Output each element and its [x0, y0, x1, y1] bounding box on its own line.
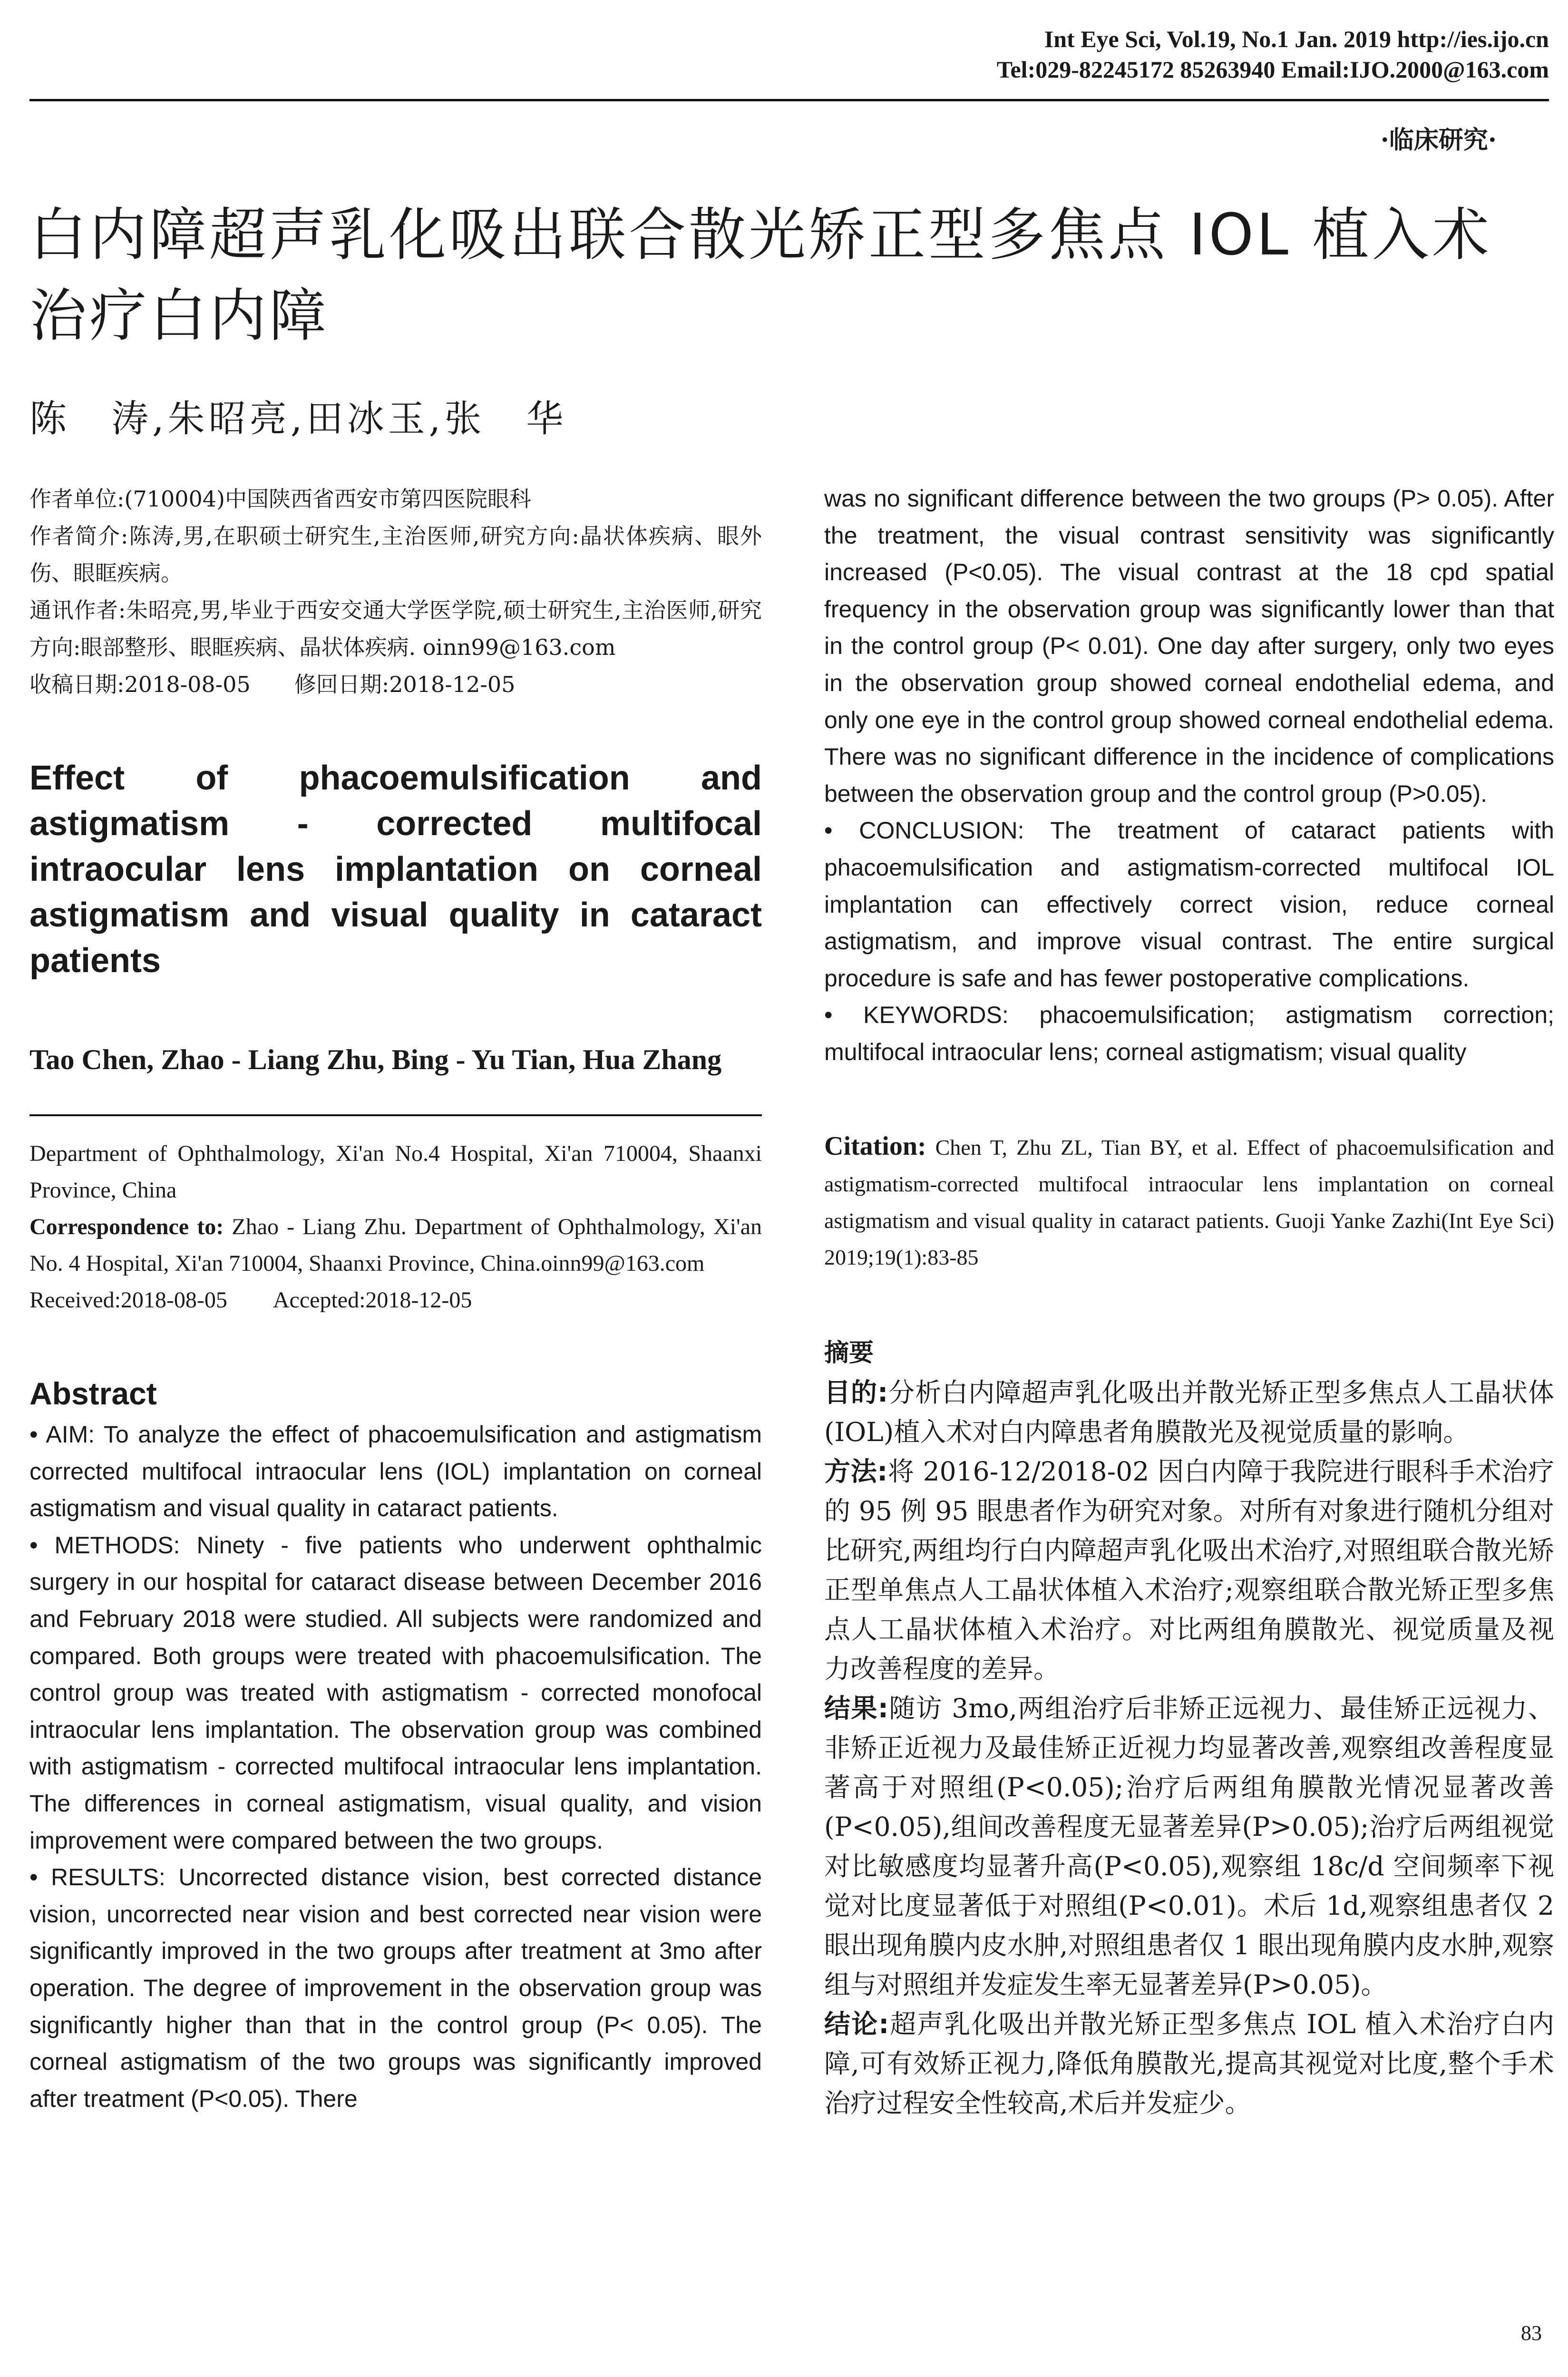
english-authors: Tao Chen, Zhao - Liang Zhu, Bing - Yu Tian, Hua Zhang: [29, 1044, 722, 1075]
cn-conclusion-text: 超声乳化吸出并散光矫正型多焦点 IOL 植入术治疗白内障,可有效矫正视力,降低角膜散光,提高其视觉对比度,整个手术治疗过程安全性较高,术后并发症少。: [824, 2008, 1554, 2118]
page-number: 83: [1521, 2321, 1542, 2345]
right-column: [824, 480, 1554, 2123]
cn-abstract-methods: [824, 1452, 1554, 1689]
abstract-results-continued: was no significant difference between the two groups (P> 0.05). After the treatment, the visual contrast sensitivity was significantly increased (P<0.05). The visual contrast at the 18 cpd spatial frequency in the observation group was significantly lower than that in the control group (P< 0.01). One day after surgery, only two eyes in the observation group showed corneal endothelial edema, and only one eye in the control group showed corneal endothelial edema. There was no significant difference in the incidence of complications between the observation group and the control group (P>0.05).: [824, 485, 1554, 807]
abstract-heading: Abstract: [29, 1376, 157, 1411]
section-label: ·临床研究·: [1380, 126, 1497, 155]
author-bio: 作者简介:陈涛,男,在职硕士研究生,主治医师,研究方向:晶状体疾病、眼外伤、眼眶疾病。: [29, 523, 762, 586]
correspondence-text: Zhao - Liang Zhu. Department of Ophthalmology, Xi'an No. 4 Hospital, Xi'an 710004, Shaanxi Province, China.oinn99@163.com: [29, 1214, 762, 1276]
abstract-keywords: • KEYWORDS: phacoemulsification; astigmatism correction; multifocal intraocular lens; corneal astigmatism; visual quality: [824, 1002, 1554, 1065]
cn-abstract-aim: [824, 1373, 1554, 1452]
received-accepted: Received:2018-08-05 Accepted:2018-12-05: [29, 1287, 472, 1313]
english-affiliation: [29, 1135, 762, 1318]
abstract-results: • RESULTS: Uncorrected distance vision, best corrected distance vision, uncorrected near vision and best corrected near vision were significantly improved in the two groups after treatment at 3mo after operation. The degree of improvement in the observation group was significantly higher than that in the control group (P< 0.05). The corneal astigmatism of the two groups was significantly improved after treatment (P<0.05). There: [29, 1864, 762, 2112]
department: Department of Ophthalmology, Xi'an No.4 Hospital, Xi'an 710004, Shaanxi Province, China: [29, 1141, 762, 1203]
chinese-affiliation: [29, 480, 762, 703]
journal-contact-line: Tel:029-82245172 85263940 Email:IJO.2000@163.com: [996, 56, 1549, 83]
english-title: Effect of phacoemulsification and astigmatism - corrected multifocal intraocular lens implantation on corneal astigmatism and visual quality in cataract patients: [29, 759, 762, 980]
corresponding-author: 通讯作者:朱昭亮,男,毕业于西安交通大学医学院,硕士研究生,主治医师,研究方向:眼部整形、眼眶疾病、晶状体疾病. oinn99@163.com: [29, 597, 762, 660]
cn-aim-text: 分析白内障超声乳化吸出并散光矫正型多焦点人工晶状体(IOL)植入术对白内障患者角膜散光及视觉质量的影响。: [824, 1377, 1554, 1447]
citation-label: Citation:: [824, 1131, 926, 1161]
abstract-methods: • METHODS: Ninety - five patients who underwent ophthalmic surgery in our hospital for cataract disease between December 2016 and February 2018 were studied. All subjects were randomized and compared. Both groups were treated with phacoemulsification. The control group was treated with astigmatism - corrected monofocal intraocular lens implantation. The observation group was combined with astigmatism - corrected multifocal intraocular lens implantation. The differences in corneal astigmatism, visual quality, and vision improvement were compared between the two groups.: [29, 1531, 762, 1854]
journal-header: [740, 24, 1549, 85]
cn-results-text: 随访 3mo,两组治疗后非矫正远视力、最佳矫正远视力、非矫正近视力及最佳矫正近视力均显著改善,观察组改善程度显著高于对照组(P<0.05);治疗后两组角膜散光情况显著改善(P<0.05),组间改善程度无显著差异(P>0.05);治疗后两组视觉对比敏感度均显著升高(P<0.05),观察组 18c/d 空间频率下视觉对比度显著低于对照组(P<0.01)。术后 1d,观察组患者仅 2 眼出现角膜内皮水肿,对照组患者仅 1 眼出现角膜内皮水肿,观察组与对照组并发症发生率无显著差异(P>0.05)。: [824, 1693, 1554, 2000]
header-rule: [29, 99, 1549, 101]
abstract-aim: • AIM: To analyze the effect of phacoemulsification and astigmatism corrected multifocal intraocular lens (IOL) implantation on corneal astigmatism and visual quality in cataract patients.: [29, 1421, 762, 1522]
abstract-conclusion: • CONCLUSION: The treatment of cataract patients with phacoemulsification and astigmatism-corrected multifocal IOL implantation can effectively correct vision, reduce corneal astigmatism, and improve visual contrast. The entire surgical procedure is safe and has fewer postoperative complications.: [824, 817, 1554, 992]
correspondence: [29, 1208, 762, 1282]
cn-methods-label: 方法:: [824, 1456, 888, 1487]
cn-conclusion-label: 结论:: [824, 2008, 889, 2039]
author-unit: 作者单位:(710004)中国陕西省西安市第四医院眼科: [29, 486, 531, 512]
cn-methods-text: 将 2016-12/2018-02 因白内障于我院进行眼科手术治疗的 95 例 95 眼患者作为研究对象。对所有对象进行随机分组对比研究,两组均行白内障超声乳化吸出术治疗,对照组联合散光矫正型单焦点人工晶状体植入术治疗;观察组联合散光矫正型多焦点人工晶状体植入术治疗。对比两组角膜散光、视觉质量及视力改善程度的差异。: [824, 1456, 1555, 1684]
journal-citation-line: Int Eye Sci, Vol.19, No.1 Jan. 2019 http://ies.ijo.cn: [1044, 26, 1549, 52]
cn-aim-label: 目的:: [824, 1377, 888, 1408]
chinese-authors: 陈 涛,朱昭亮,田冰玉,张 华: [29, 398, 567, 440]
cn-results-label: 结果:: [824, 1693, 888, 1724]
received-dates: 收稿日期:2018-08-05 修回日期:2018-12-05: [29, 672, 516, 697]
citation: [824, 1128, 1554, 1276]
section-rule: [29, 1114, 762, 1116]
cn-abstract-conclusion: [824, 2005, 1554, 2123]
correspondence-label: Correspondence to:: [29, 1214, 224, 1239]
chinese-title: 白内障超声乳化吸出联合散光矫正型多焦点 IOL 植入术治疗白内障: [29, 202, 1492, 349]
chinese-abstract-heading: 摘要: [824, 1338, 874, 1367]
cn-abstract-results: [824, 1689, 1554, 2005]
citation-text: Chen T, Zhu ZL, Tian BY, et al. Effect of phacoemulsification and astigmatism-corrected multifocal intraocular lens implantation on corneal astigmatism and visual quality in cataract patients. Guoji Yanke Zazhi(Int Eye Sci) 2019;19(1):83-85: [824, 1135, 1554, 1269]
left-column: [29, 480, 762, 2117]
